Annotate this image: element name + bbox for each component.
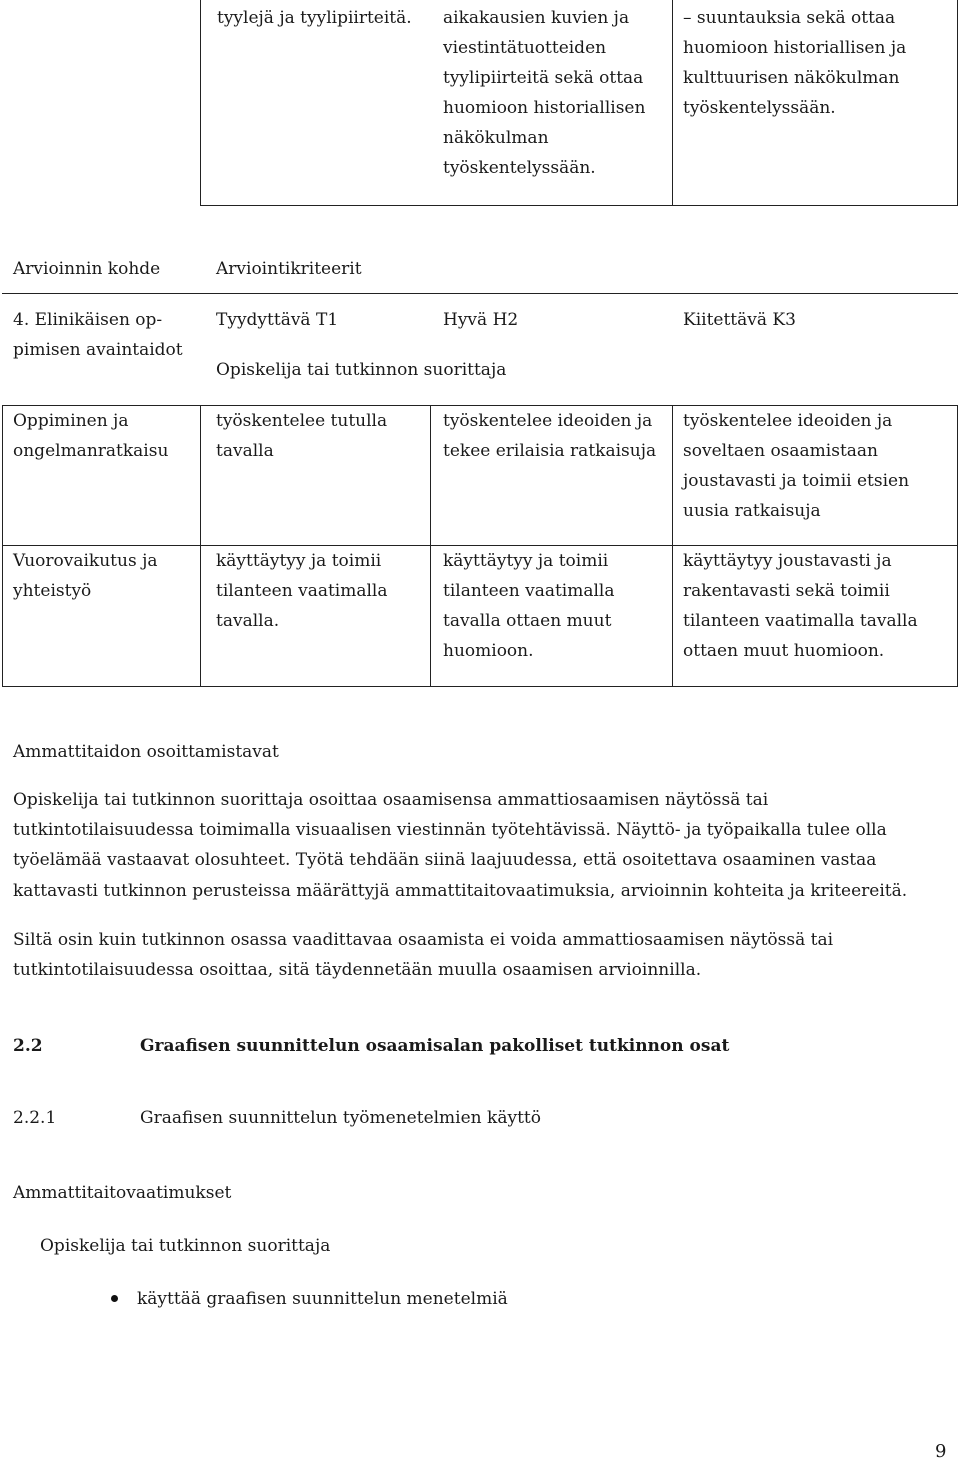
row2-name-line: yhteistyö: [13, 581, 92, 601]
area-line: pimisen avaintaidot: [13, 340, 183, 360]
row1-t1-line: työskentelee tutulla: [216, 411, 388, 431]
top-table-col3-line: – suuntauksia sekä ottaa: [683, 8, 896, 28]
subject-line: Opiskelija tai tutkinnon suorittaja: [216, 360, 507, 380]
row2-h2-line: tilanteen vaatimalla: [443, 581, 615, 601]
criteria-table-col-divider: [200, 405, 201, 687]
subsection-number: 2.2.1: [13, 1108, 57, 1128]
row2-k3-line: tilanteen vaatimalla tavalla: [683, 611, 918, 631]
section-heading: Ammattitaidon osoittamistavat: [13, 742, 279, 762]
section-title: Graafisen suunnittelun osaamisalan pakolliset tutkinnon osat: [140, 1036, 730, 1056]
requirements-subject: Opiskelija tai tutkinnon suorittaja: [40, 1236, 331, 1256]
row1-k3-line: soveltaen osaamistaan: [683, 441, 879, 461]
row2-k3-line: käyttäytyy joustavasti ja: [683, 551, 892, 571]
row2-t1-line: tavalla.: [216, 611, 280, 631]
level-t1: Tyydyttävä T1: [216, 310, 339, 330]
row1-name-line: ongelmanratkaisu: [13, 441, 169, 461]
row2-t1-line: käyttäytyy ja toimii: [216, 551, 382, 571]
top-table-col3-line: kulttuurisen näkökulman: [683, 68, 900, 88]
criteria-table-left-border: [2, 405, 3, 687]
top-table-col2-line: viestintätuotteiden: [443, 38, 607, 58]
paragraph-line: Opiskelija tai tutkinnon suorittaja osoittaa osaamisensa ammattiosaamisen näytössä tai: [13, 790, 769, 810]
top-table-col2-line: tyylipiirteitä sekä ottaa: [443, 68, 644, 88]
header-arviointikriteerit: Arviointikriteerit: [216, 259, 362, 279]
area-line: 4. Elinikäisen op-: [13, 310, 163, 330]
criteria-table-bottom-border: [2, 686, 958, 687]
requirement-item: käyttää graafisen suunnittelun menetelmiä: [137, 1289, 508, 1309]
top-table-col3-line: huomioon historiallisen ja: [683, 38, 907, 58]
top-table-col1: tyylejä ja tyylipiirteitä.: [217, 8, 412, 28]
row2-k3-line: rakentavasti sekä toimii: [683, 581, 890, 601]
top-table-bottom-border: [200, 205, 958, 206]
row1-k3-line: uusia ratkaisuja: [683, 501, 821, 521]
paragraph-line: tutkintotilaisuudessa osoittaa, sitä täydennetään muulla osaamisen arvioinnilla.: [13, 960, 702, 980]
criteria-table-col-divider: [672, 405, 673, 687]
criteria-table-col-divider: [430, 405, 431, 687]
row2-name-line: Vuorovaikutus ja: [13, 551, 158, 571]
page-number: 9: [935, 1441, 947, 1462]
header-bottom-border: [2, 293, 958, 294]
row2-h2-line: tavalla ottaen muut: [443, 611, 612, 631]
paragraph-line: Siltä osin kuin tutkinnon osassa vaadittavaa osaamista ei voida ammattiosaamisen näytössä tai: [13, 930, 834, 950]
row1-h2-line: tekee erilaisia ratkaisuja: [443, 441, 657, 461]
row1-k3-line: joustavasti ja toimii etsien: [683, 471, 910, 491]
level-h2: Hyvä H2: [443, 310, 519, 330]
top-table-col2-line: huomioon historiallisen: [443, 98, 646, 118]
paragraph-line: työelämää vastaavat olosuhteet. Työtä tehdään siinä laajuudessa, että osoitettava osaaminen vastaa: [13, 850, 877, 870]
row1-name-line: Oppiminen ja: [13, 411, 129, 431]
top-table-col3-line: työskentelyssään.: [683, 98, 836, 118]
level-k3: Kiitettävä K3: [683, 310, 796, 330]
bullet-icon: [111, 1295, 118, 1302]
paragraph-line: tutkintotilaisuudessa toimimalla visuaalisen viestinnän työtehtävissä. Näyttö- ja työpaikalla tulee olla: [13, 820, 887, 840]
row2-k3-line: ottaen muut huomioon.: [683, 641, 885, 661]
header-arvioinnin-kohde: Arvioinnin kohde: [13, 259, 161, 279]
top-table-right-border: [957, 0, 958, 206]
row2-t1-line: tilanteen vaatimalla: [216, 581, 388, 601]
top-table-col2-line: työskentelyssään.: [443, 158, 596, 178]
requirements-heading: Ammattitaitovaatimukset: [13, 1183, 232, 1203]
row2-h2-line: huomioon.: [443, 641, 534, 661]
row2-h2-line: käyttäytyy ja toimii: [443, 551, 609, 571]
paragraph-line: kattavasti tutkinnon perusteissa määrättyjä ammattitaitovaatimuksia, arvioinnin kohteita ja kriteereitä.: [13, 881, 908, 901]
top-table-col2-line: näkökulman: [443, 128, 549, 148]
section-number: 2.2: [13, 1036, 43, 1056]
top-table-left-border: [200, 0, 201, 206]
top-table-col2-line: aikakausien kuvien ja: [443, 8, 630, 28]
criteria-table-right-border: [957, 405, 958, 687]
top-table-divider: [672, 0, 673, 206]
row1-t1-line: tavalla: [216, 441, 274, 461]
subsection-title: Graafisen suunnittelun työmenetelmien käyttö: [140, 1108, 541, 1128]
row1-h2-line: työskentelee ideoiden ja: [443, 411, 653, 431]
row1-k3-line: työskentelee ideoiden ja: [683, 411, 893, 431]
